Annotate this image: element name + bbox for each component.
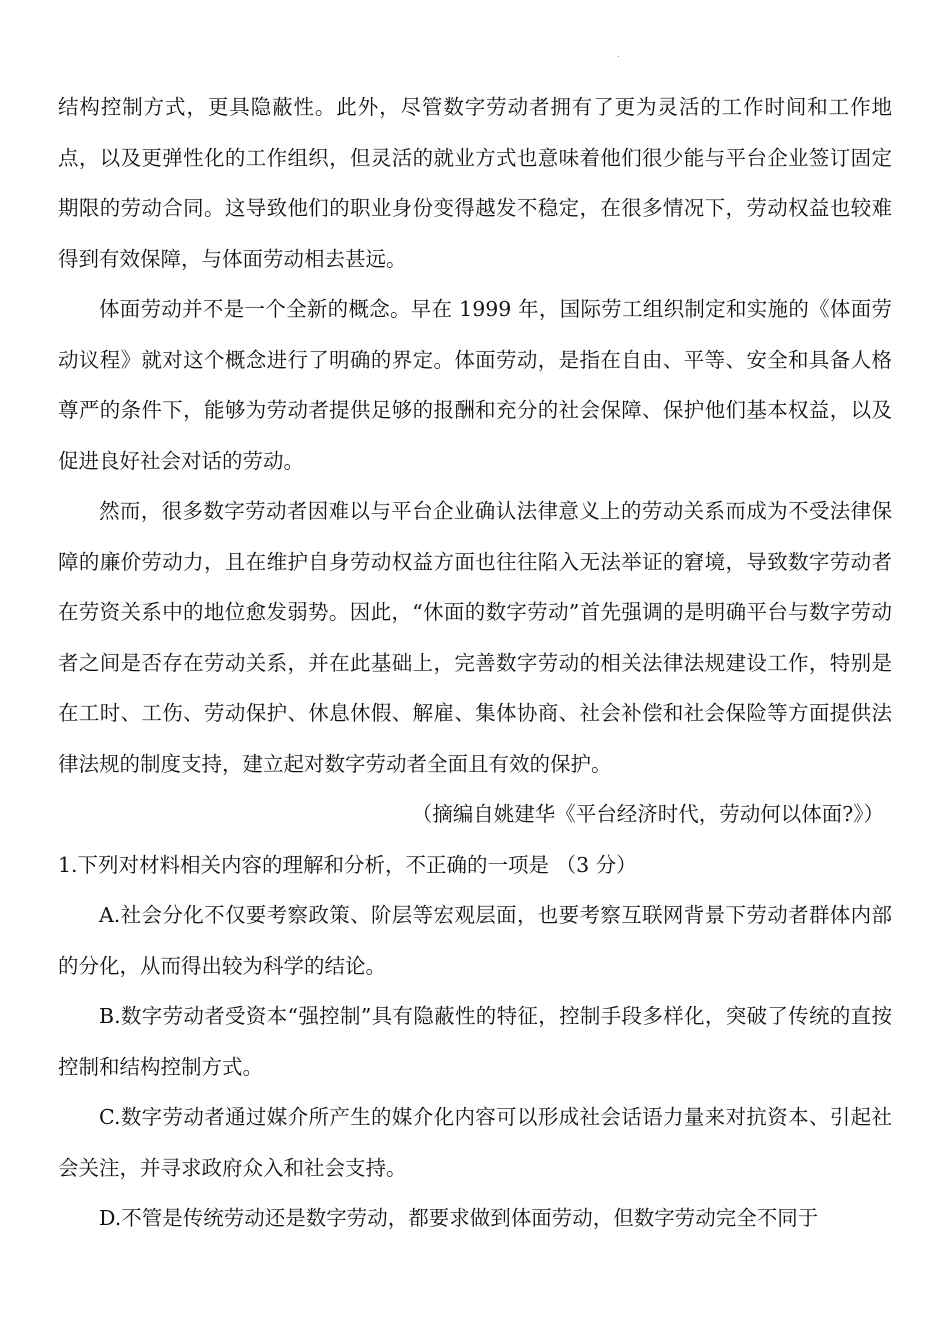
paragraph-legal-protection: 然而，很多数字劳动者因难以与平台企业确认法律意义上的劳动关系而成为不受法律保障的廉价劳动力，且在维护自身劳动权益方面也往往陷入无法举证的窘境，导致数字劳动者在劳资关系中的地位愈发弱势。因此，“休面的数字劳动”首先强调的是明确平台与数字劳动者之间是否存在劳动关系，并在此基础上，完善数字劳动的相关法律法规建设工作，特别是在工时、工伤、劳动保护、休息休假、解雇、集体协商、社会补偿和社会保险等方面提供法律法规的制度支持，建立起对数字劳动者全面且有效的保护。: [58, 499, 892, 776]
option-b: B.数字劳动者受资本“强控制”具有隐蔽性的特征，控制手段多样化，突破了传统的直按控制和结构控制方式。: [58, 1004, 892, 1079]
option-a: A.社会分化不仅要考察政策、阶层等宏观层面，也要考察互联网背景下劳动者群体内部的分化，从而得出较为科学的结论。: [58, 903, 892, 978]
paragraph-decent-work-definition: 体面劳动并不是一个全新的概念。早在 1999 年，国际劳工组织制定和实施的《体面劳动议程》就对这个概念进行了明确的界定。体面劳动，是指在自由、平等、安全和具备人格尊严的条件下，能够为劳动者提供足够的报酬和充分的社会保障、保护他们基本权益，以及促进良好社会对话的劳动。: [58, 297, 892, 473]
source-citation: （摘编自姚建华《平台经济时代，劳动何以体面?》）: [411, 802, 884, 826]
option-c: C.数字劳动者通过媒介所产生的媒介化内容可以形成社会话语力量来对抗资本、引起社会关注，并寻求政府众入和社会支持。: [58, 1105, 892, 1180]
option-d: D.不管是传统劳动还是数字劳动，都要求做到体面劳动，但数字劳动完全不同于: [99, 1206, 819, 1230]
article-body: [58, 82, 892, 1244]
question-stem: 1.下列对材料相关内容的理解和分析，不正确的一项是 （3 分）: [58, 852, 637, 877]
question-block: [58, 840, 892, 1244]
paragraph-continuation: 结构控制方式，更具隐蔽性。此外，尽管数字劳动者拥有了更为灵活的工作时间和工作地点，以及更弹性化的工作组织，但灵活的就业方式也意味着他们很少能与平台企业签订固定期限的劳动合同。这导致他们的职业身份变得越发不稳定，在很多情况下，劳动权益也较难得到有效保障，与体面劳动相去甚远。: [58, 95, 892, 271]
page-mark: .: [617, 50, 620, 59]
